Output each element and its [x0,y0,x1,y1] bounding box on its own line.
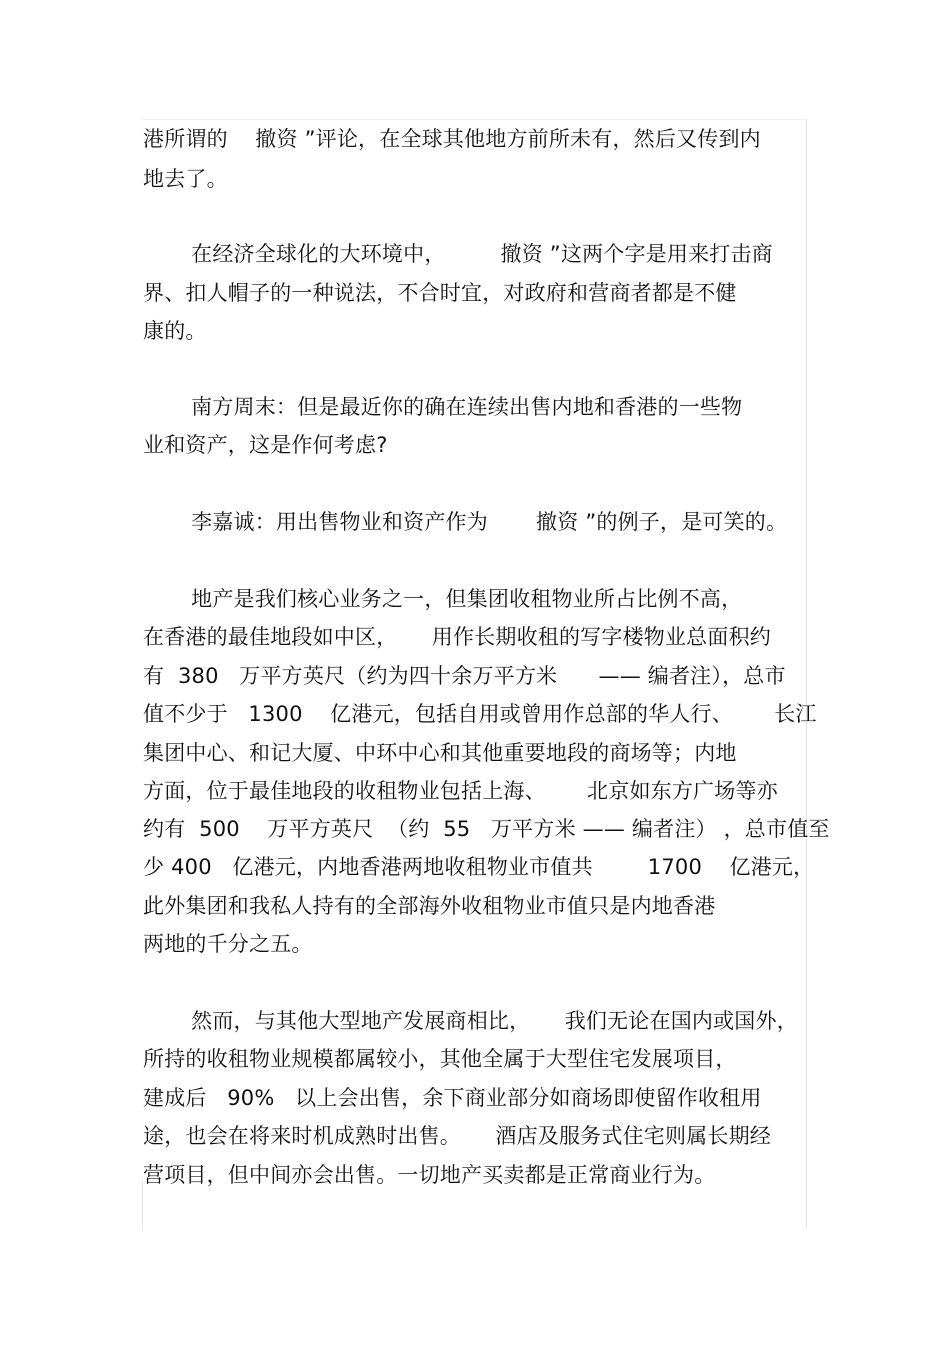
text-line: 途，也会在将来时机成熟时出售。 酒店及服务式住宅则属长期经 [143,1124,771,1148]
text-line: 地产是我们核心业务之一，但集团收租物业所占比例不高， [143,587,743,611]
text-line: 界、扣人帽子的一种说法，不合时宜，对政府和营商者都是不健 [143,281,737,305]
text-line: 方面，位于最佳地段的收租物业包括上海、 北京如东方广场等亦 [143,779,778,803]
text-line: 建成后 90% 以上会出售，余下商业部分如商场即使留作收租用 [143,1086,762,1110]
text-line: 营项目，但中间亦会出售。一切地产买卖都是正常商业行为。 [143,1163,716,1187]
text-line: 此外集团和我私人持有的全部海外收租物业市值只是内地香港 [143,894,716,918]
text-line: 南方周末：但是最近你的确在连续出售内地和香港的一些物 [143,395,743,419]
text-line: 约有 500 万平方英尺 （约 55 万平方米 —— 编者注） ，总市值至 [143,817,830,841]
text-line: 港所谓的 撤资 ”评论，在全球其他地方前所未有，然后又传到内 [143,127,761,151]
text-line: 值不少于 1300 亿港元，包括自用或曾用作总部的华人行、 长江 [143,702,817,726]
text-line: 在经济全球化的大环境中， 撤资 ”这两个字是用来打击商 [143,242,773,266]
text-line: 两地的千分之五。 [143,932,313,956]
text-line: 在香港的最佳地段如中区， 用作长期收租的写字楼物业总面积约 [143,625,771,649]
text-line: 少 400 亿港元，内地香港两地收租物业市值共 1700 亿港元， [143,855,815,879]
text-line: 地去了。 [143,167,228,191]
text-line: 康的。 [143,319,207,343]
text-line: 业和资产，这是作何考虑? [143,433,388,457]
text-line: 集团中心、和记大厦、中环中心和其他重要地段的商场等；内地 [143,741,737,765]
text-line: 有 380 万平方英尺（约为四十余万平方米 —— 编者注），总市 [143,664,786,688]
text-line: 李嘉诚：用出售物业和资产作为 撤资 ”的例子，是可笑的。 [143,510,788,534]
text-line: 然而，与其他大型地产发展商相比， 我们无论在国内或国外， [143,1009,798,1033]
text-line: 所持的收租物业规模都属较小，其他全属于大型住宅发展项目， [143,1047,737,1071]
